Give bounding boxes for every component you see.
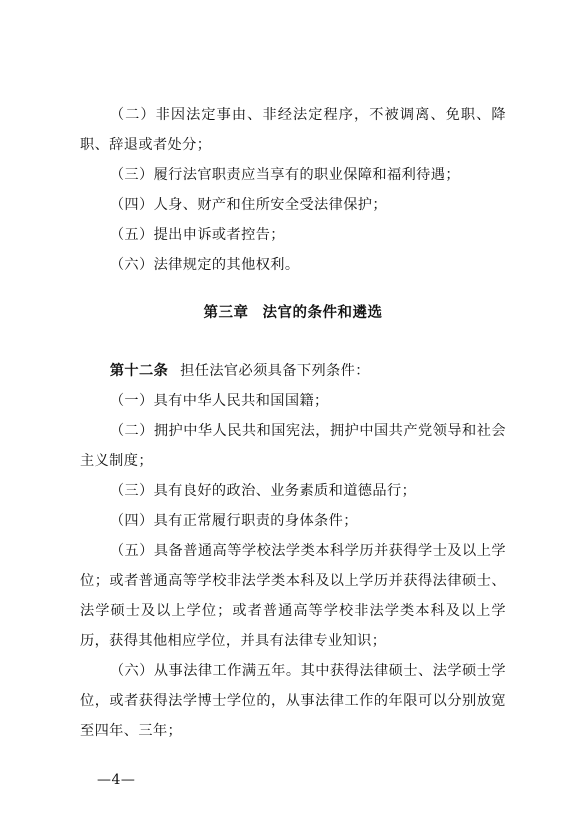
article-12 <box>80 356 506 746</box>
condition-item-6: （六）从事法律工作满五年。其中获得法律硕士、法学硕士学位，或者获得法学博士学位的，从事法律工作的年限可以分别放宽至四年、三年； <box>80 663 506 739</box>
right-item-3: （三）履行法官职责应当享有的职业保障和福利待遇； <box>109 167 460 183</box>
right-item-6: （六）法律规定的其他权利。 <box>109 257 300 273</box>
condition-item-5: （五）具备普通高等学校法学类本科学历并获得学士及以上学位；或者普通高等学校非法学类本科及以上学历并获得法律硕士、法学硕士及以上学位；或者普通高等学校非法学类本科及以上学历，获得其他相应学位，并具有法律专业知识； <box>80 543 506 649</box>
page-number: —4— <box>97 772 136 788</box>
article-label: 第十二条 <box>109 363 169 379</box>
condition-item-4: （四）具有正常履行职责的身体条件； <box>109 513 358 529</box>
chapter-number: 第三章 <box>203 305 249 321</box>
right-item-4: （四）人身、财产和住所安全受法律保护； <box>109 197 387 213</box>
condition-item-1: （一）具有中华人民共和国国籍； <box>109 393 329 409</box>
condition-item-2: （二）拥护中华人民共和国宪法，拥护中国共产党领导和社会主义制度； <box>80 423 506 469</box>
condition-item-3: （三）具有良好的政治、业务素质和道德品行； <box>109 483 417 499</box>
chapter-title: 法官的条件和遴选 <box>262 305 383 321</box>
right-item-5: （五）提出申诉或者控告； <box>109 227 285 243</box>
chapter-heading <box>80 300 506 326</box>
article-intro <box>80 356 506 386</box>
right-item-2: （二）非因法定事由、非经法定程序，不被调离、免职、降职、辞退或者处分； <box>80 107 506 153</box>
rights-list <box>80 100 506 280</box>
article-text: 担任法官必须具备下列条件： <box>180 363 370 379</box>
